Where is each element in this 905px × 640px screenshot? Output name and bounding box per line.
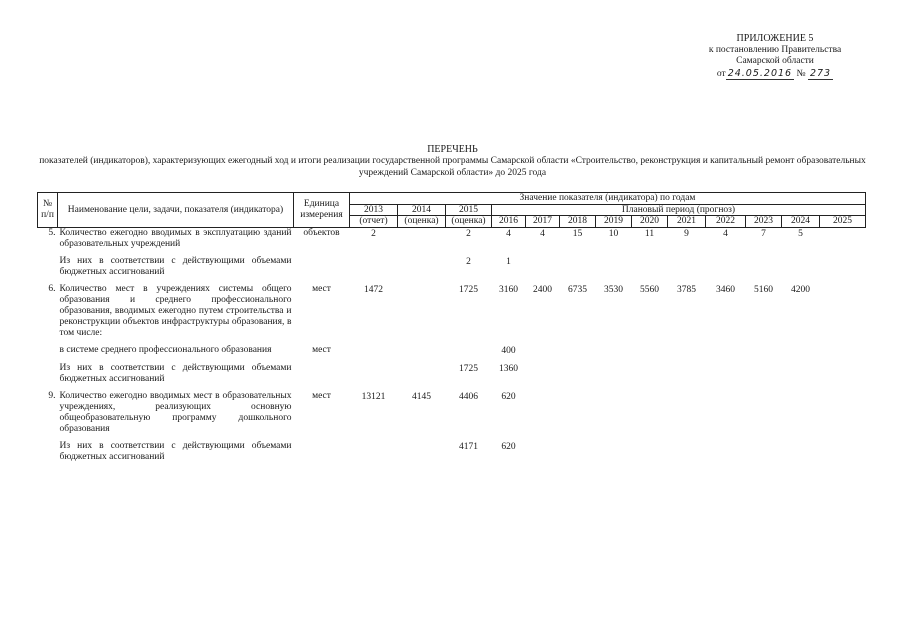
indicator-unit: мест (312, 344, 331, 355)
header-unit: Единица измерения (294, 193, 350, 228)
document-subtitle: показателей (индикаторов), характеризующих ежегодный ход и итоги реализации государственной программы Самарской области «Строительство, реконструкция и капитальный ремонт образовательных учреждений Самарской области» до 2025 года (39, 156, 866, 178)
value-cell: 1725 (459, 363, 478, 374)
value-cell (820, 227, 866, 250)
header-year: 2019 (596, 216, 632, 228)
value-cell (398, 441, 446, 463)
value-cell (350, 441, 398, 463)
value-cell: 6735 (568, 284, 587, 295)
value-cell: 2 (371, 228, 376, 239)
value-cell: 4 (540, 228, 545, 239)
value-cell (668, 256, 706, 278)
value-cell: 9 (684, 228, 689, 239)
value-cell (746, 363, 782, 385)
indicators-table (37, 192, 866, 463)
value-cell: 10 (608, 228, 619, 239)
value-cell (746, 441, 782, 463)
value-cell: 2400 (533, 284, 552, 295)
header-2015: 2015 (446, 204, 492, 216)
table-row (38, 284, 866, 339)
row-number (38, 441, 58, 463)
number-prefix: № (796, 68, 806, 79)
indicator-name: в системе среднего профессионального образования (59, 344, 272, 355)
appendix-date-line (680, 68, 870, 81)
table-row (38, 227, 866, 250)
header-year: 2020 (632, 216, 668, 228)
indicator-unit (294, 363, 350, 385)
table-row (38, 256, 866, 278)
value-cell: 3530 (604, 284, 623, 295)
value-cell: 1725 (459, 284, 478, 295)
indicator-name: Количество ежегодно вводимых мест в образовательных учреждениях, реализующих основную общеобразовательную программу дошкольного образования (59, 390, 292, 434)
value-cell (782, 345, 820, 357)
header-year: 2016 (492, 216, 526, 228)
value-cell (398, 363, 446, 385)
row-number (38, 363, 58, 385)
value-cell: 400 (501, 345, 516, 356)
decree-number: 273 (809, 67, 832, 79)
header-year: 2023 (746, 216, 782, 228)
value-cell (560, 256, 596, 278)
appendix-line-decree: к постановлению Правительства (708, 44, 842, 55)
indicator-name: Из них в соответствии с действующими объемами бюджетных ассигнований (59, 255, 292, 277)
header-year: 2025 (820, 216, 866, 228)
value-cell (782, 363, 820, 385)
value-cell (350, 256, 398, 278)
value-cell (820, 256, 866, 278)
value-cell (596, 256, 632, 278)
row-number: 5. (48, 227, 56, 238)
value-cell: 620 (501, 391, 516, 402)
value-cell (526, 391, 560, 435)
value-cell (350, 363, 398, 385)
value-cell: 3160 (499, 284, 518, 295)
value-cell (820, 391, 866, 435)
value-cell: 1 (506, 256, 511, 267)
value-cell (632, 256, 668, 278)
value-cell (746, 345, 782, 357)
value-cell (668, 363, 706, 385)
value-cell (398, 284, 446, 339)
value-cell (668, 391, 706, 435)
header-year: 2021 (668, 216, 706, 228)
value-cell: 1472 (364, 284, 383, 295)
value-cell (706, 363, 746, 385)
value-cell (526, 345, 560, 357)
header-2014: 2014 (398, 204, 446, 216)
value-cell (782, 391, 820, 435)
decree-date: 24.05.2016 (727, 67, 793, 79)
value-cell (746, 391, 782, 435)
header-year: 2022 (706, 216, 746, 228)
header-no: № п/п (38, 193, 58, 228)
value-cell: 3460 (716, 284, 735, 295)
value-cell (596, 391, 632, 435)
value-cell (596, 345, 632, 357)
row-number: 6. (48, 283, 56, 294)
value-cell: 4200 (791, 284, 810, 295)
value-cell: 4171 (459, 441, 478, 452)
value-cell (560, 363, 596, 385)
value-cell: 5 (798, 228, 803, 239)
header-2013-note: (отчет) (350, 216, 398, 228)
header-year: 2017 (526, 216, 560, 228)
indicator-unit: объектов (303, 227, 340, 238)
table-row (38, 441, 866, 463)
value-cell (398, 256, 446, 278)
indicator-unit: мест (312, 283, 331, 294)
document-title: ПЕРЕЧЕНЬ (427, 144, 478, 155)
table-row (38, 345, 866, 357)
value-cell (632, 391, 668, 435)
row-number (38, 345, 58, 357)
value-cell (560, 345, 596, 357)
indicator-unit: мест (312, 390, 331, 401)
value-cell: 2 (466, 228, 471, 239)
value-cell (668, 441, 706, 463)
value-cell (560, 391, 596, 435)
value-cell: 5160 (754, 284, 773, 295)
value-cell: 5560 (640, 284, 659, 295)
value-cell (668, 345, 706, 357)
value-cell: 4145 (412, 391, 431, 402)
value-cell (632, 363, 668, 385)
appendix-line-region: Самарской области (736, 56, 814, 66)
value-cell (596, 441, 632, 463)
value-cell: 4406 (459, 391, 478, 402)
appendix-title: ПРИЛОЖЕНИЕ 5 (736, 33, 814, 44)
value-cell: 1360 (499, 363, 518, 374)
value-cell (446, 345, 492, 357)
value-cell (398, 227, 446, 250)
value-cell (632, 345, 668, 357)
header-2014-note: (оценка) (398, 216, 446, 228)
value-cell (560, 441, 596, 463)
value-cell: 4 (723, 228, 728, 239)
value-cell (746, 256, 782, 278)
row-number: 9. (48, 390, 56, 401)
value-cell (398, 345, 446, 357)
value-cell: 4 (506, 228, 511, 239)
value-cell (632, 441, 668, 463)
header-year: 2024 (782, 216, 820, 228)
value-cell (820, 441, 866, 463)
value-cell: 2 (466, 256, 471, 267)
row-number (38, 256, 58, 278)
value-cell: 11 (644, 228, 655, 239)
header-year: 2018 (560, 216, 596, 228)
indicator-name: Количество ежегодно вводимых в эксплуатацию зданий образовательных учреждений (59, 227, 292, 249)
value-cell: 7 (761, 228, 766, 239)
indicator-name: Из них в соответствии с действующими объемами бюджетных ассигнований (59, 440, 292, 462)
indicator-unit (294, 256, 350, 278)
value-cell: 13121 (361, 391, 386, 402)
value-cell (782, 441, 820, 463)
header-values-group: Значение показателя (индикатора) по годам (350, 193, 866, 205)
value-cell (706, 441, 746, 463)
header-planned-group: Плановый период (прогноз) (492, 204, 866, 216)
header-2013: 2013 (350, 204, 398, 216)
value-cell: 3785 (677, 284, 696, 295)
header-2015-note: (оценка) (446, 216, 492, 228)
value-cell (820, 345, 866, 357)
value-cell (706, 345, 746, 357)
date-prefix: от (716, 68, 726, 79)
table-row (38, 391, 866, 435)
indicator-unit (294, 441, 350, 463)
indicator-name: Из них в соответствии с действующими объемами бюджетных ассигнований (59, 362, 292, 384)
value-cell (596, 363, 632, 385)
value-cell (526, 256, 560, 278)
value-cell: 15 (572, 228, 583, 239)
value-cell (706, 256, 746, 278)
value-cell (526, 363, 560, 385)
value-cell (782, 256, 820, 278)
value-cell (820, 284, 866, 339)
value-cell (350, 345, 398, 357)
value-cell (820, 363, 866, 385)
header-name: Наименование цели, задачи, показателя (индикатора) (58, 193, 294, 228)
value-cell (706, 391, 746, 435)
table-row (38, 363, 866, 385)
indicator-name: Количество мест в учреждениях системы общего образования и среднего профессионального образования, вводимых ежегодно путем строительства и реконструкции объектов инфраструктуры образования, в том числе: (59, 283, 292, 338)
value-cell: 620 (501, 441, 516, 452)
value-cell (526, 441, 560, 463)
appendix-block (680, 33, 870, 80)
